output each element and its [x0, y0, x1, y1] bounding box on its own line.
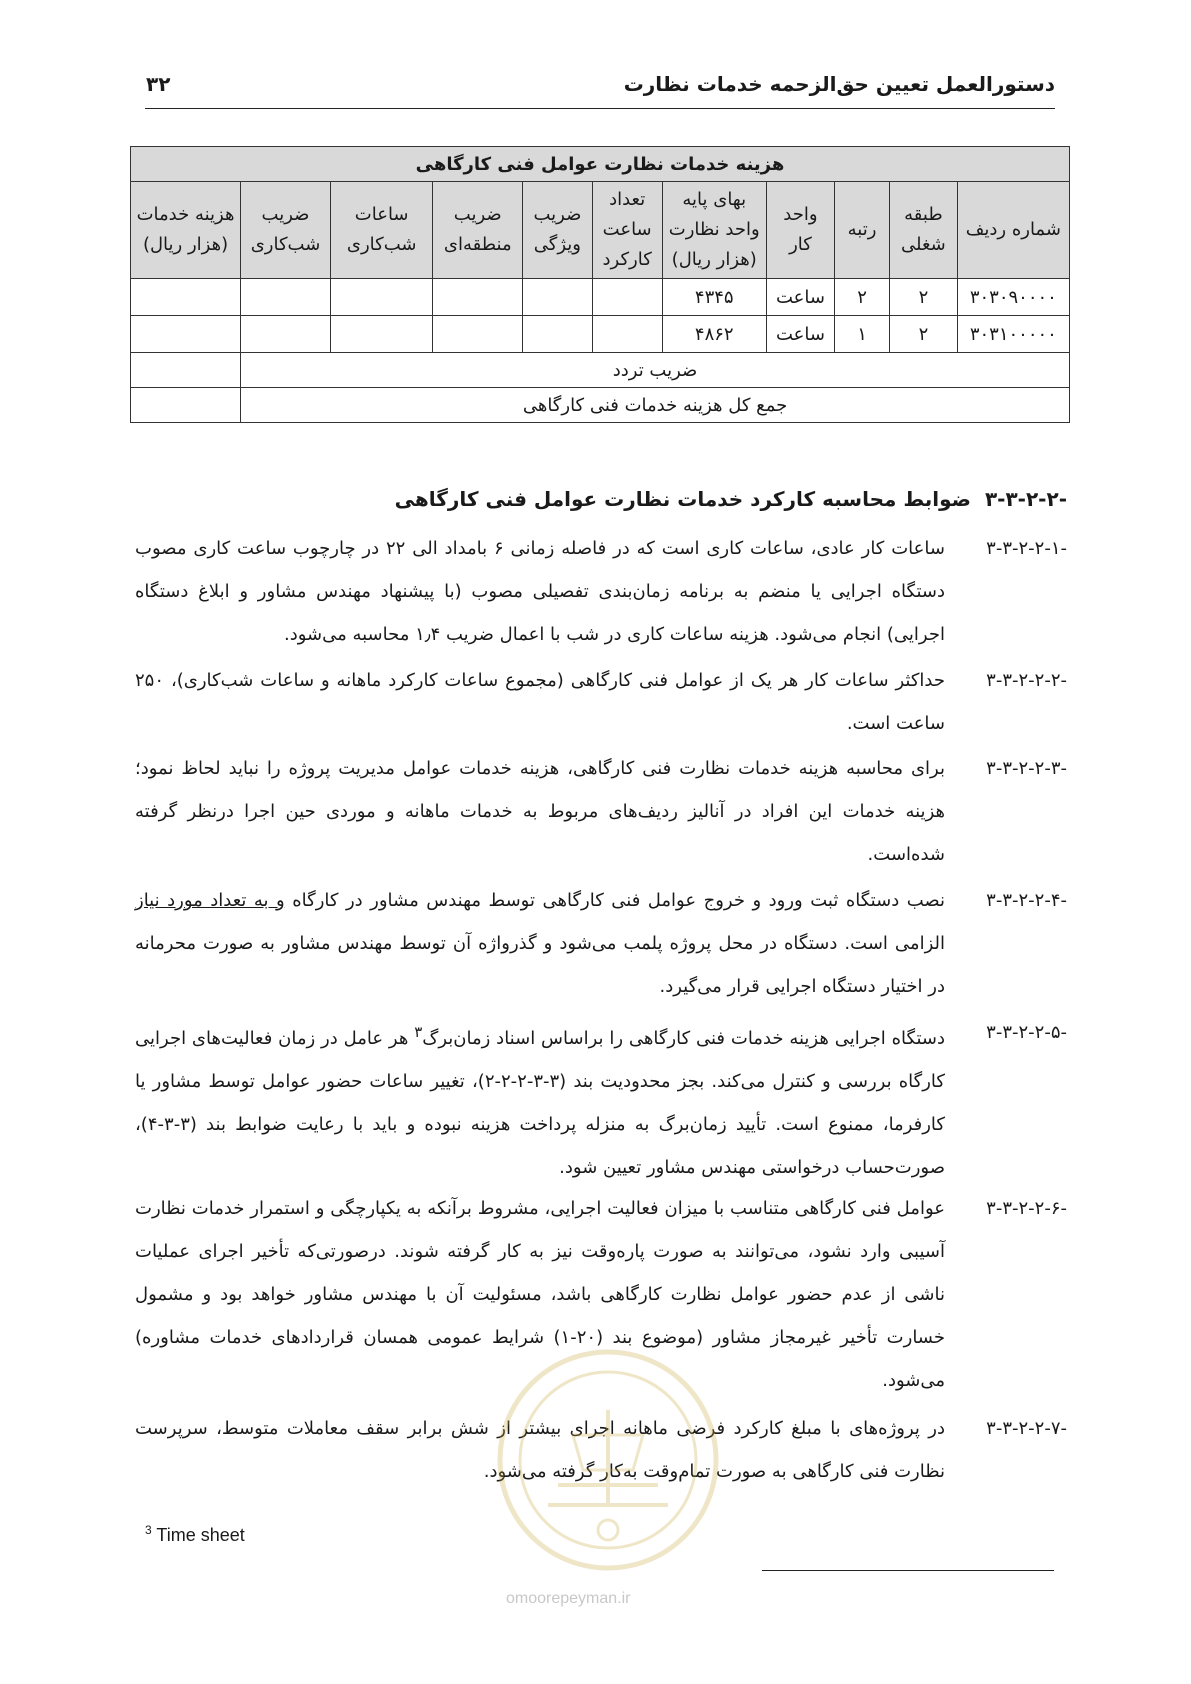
footnote-ref[interactable]: ۳ [414, 1023, 423, 1041]
list-item [135, 747, 1067, 879]
cell-service-cost [131, 316, 241, 353]
list-item [135, 1011, 1067, 1187]
list-item [135, 527, 1067, 659]
section-number: -۳-۳-۲-۲ [984, 487, 1067, 511]
section-heading [395, 487, 1067, 511]
item-number: -۳-۳-۲-۲-۲ [986, 670, 1067, 691]
table-row [131, 279, 1070, 316]
item-text: برای محاسبه هزینه خدمات نظارت فنی کارگاهی، هزینه خدمات عوامل مدیریت پروژه را نباید لحاظ نمود؛ هزینه خدمات این افراد در آنالیز ردیف‌های مربوط به خدمات ماهانه و موردی حین اجرا درنظر گرفته شده‌است. [135, 758, 945, 865]
list-item [135, 879, 1067, 1011]
running-header-title: دستورالعمل تعیین حق‌الزحمه خدمات نظارت [623, 72, 1055, 96]
col-header-regional-factor: ضریب منطقه‌ای [433, 182, 523, 279]
item-text: عوامل فنی کارگاهی متناسب با میزان فعالیت اجرایی، مشروط برآنکه به یکپارچگی و استمرار خدمات نظارت آسیبی وارد نشود، می‌توانند به صورت پاره‌وقت نیز به کار گرفته شوند. درصورتی‌که تأخیر اجرای عملیات ناشی از عدم حضور عوامل نظارت کارگاهی باشد، مسئولیت آن با مهندس مشاور خواهد بود و مشمول خسارت تأخیر غیرمجاز مشاور (موضوع بند (۲۰-۱) شرایط عمومی همسان قراردادهای خدمات مشاوره) می‌شود. [135, 1198, 945, 1391]
item-number: -۳-۳-۲-۲-۷ [986, 1418, 1067, 1439]
item-text [135, 1011, 945, 1189]
item-text-part: هر عامل در زمان فعالیت‌های اجرایی کارگاه بررسی و کنترل می‌کند. بجز محدودیت بند (۳-۳-۲-۲-۲)، تغییر ساعات حضور عوامل توسط مشاور یا کارفرما، ممنوع است. تأیید زمان‌برگ به منزله پرداخت هزینه نبوده و باید با رعایت ضوابط بند (۳-۳-۴)، صورت‌حساب درخواستی مهندس مشاور تعیین شود. [135, 1028, 945, 1178]
watermark-url: omoorepeyman.ir [506, 1590, 631, 1607]
list-item [135, 659, 1067, 747]
cell-job-class: ۲ [890, 279, 958, 316]
col-header-feature-factor: ضریب ویژگی [523, 182, 593, 279]
cell-base-price: ۴۸۶۲ [662, 316, 766, 353]
footnote [145, 1523, 245, 1546]
col-header-service-cost: هزینه خدمات (هزار ریال) [131, 182, 241, 279]
col-header-row-number: شماره ردیف [957, 182, 1069, 279]
total-cost-label: جمع کل هزینه خدمات فنی کارگاهی [241, 388, 1070, 423]
cell-feature-factor [523, 279, 593, 316]
cell-regional-factor [433, 316, 523, 353]
cell-work-unit: ساعت [766, 316, 834, 353]
item-text-part: الزامی است. دستگاه در محل پروژه پلمب می‌شود و گذرواژه آن توسط مهندس مشاور به صورت محرمانه در اختیار دستگاه اجرایی قرار می‌گیرد. [135, 933, 945, 997]
item-text: در پروژه‌های با مبلغ کارکرد فرضی ماهانه اجرای بیشتر از شش برابر سقف معاملات متوسط، سرپرست نظارت فنی کارگاهی به صورت تمام‌وقت به‌کار گرفته می‌شود. [135, 1418, 945, 1482]
col-header-base-price: بهای پایه واحد نظارت (هزار ریال) [662, 182, 766, 279]
footnote-text: Time sheet [156, 1525, 245, 1545]
cell-night-factor [241, 279, 331, 316]
cell-night-factor [241, 316, 331, 353]
total-row [131, 388, 1070, 423]
item-number: -۳-۳-۲-۲-۴ [986, 890, 1067, 911]
traffic-factor-value [131, 353, 241, 388]
cell-row-number: ۳۰۳۱۰۰۰۰۰ [957, 316, 1069, 353]
cell-feature-factor [523, 316, 593, 353]
cell-rank: ۱ [834, 316, 889, 353]
footnote-rule [762, 1570, 1054, 1571]
item-number: -۳-۳-۲-۲-۵ [986, 1022, 1067, 1043]
item-number: -۳-۳-۲-۲-۳ [986, 758, 1067, 779]
table-caption: هزینه خدمات نظارت عوامل فنی کارگاهی [131, 147, 1070, 182]
cell-night-hours [330, 279, 433, 316]
item-text [135, 879, 945, 1008]
cell-work-unit: ساعت [766, 279, 834, 316]
total-cost-value [131, 388, 241, 423]
cell-base-price: ۴۳۴۵ [662, 279, 766, 316]
supervision-cost-table [130, 146, 1070, 423]
cell-regional-factor [433, 279, 523, 316]
col-header-work-hours: تعداد ساعت کارکرد [592, 182, 662, 279]
header-rule [145, 108, 1055, 109]
item-text-part: دستگاه اجرایی هزینه خدمات فنی کارگاهی را براساس اسناد زمان‌برگ [422, 1028, 945, 1049]
page-number: ۳۲ [146, 72, 171, 96]
cell-work-hours [592, 316, 662, 353]
cell-job-class: ۲ [890, 316, 958, 353]
watermark-seal-icon [488, 1340, 728, 1580]
table-row [131, 316, 1070, 353]
cell-night-hours [330, 316, 433, 353]
underlined-phrase: و به تعداد مورد نیاز [135, 890, 285, 911]
cell-service-cost [131, 279, 241, 316]
col-header-rank: رتبه [834, 182, 889, 279]
cell-rank: ۲ [834, 279, 889, 316]
col-header-night-hours: ساعات شب‌کاری [330, 182, 433, 279]
cell-work-hours [592, 279, 662, 316]
col-header-job-class: طبقه شغلی [890, 182, 958, 279]
item-text: حداکثر ساعات کار هر یک از عوامل فنی کارگاهی (مجموع ساعات کارکرد ماهانه و ساعات شب‌کاری)، ۲۵۰ ساعت است. [135, 670, 945, 734]
item-text-part: نصب دستگاه ثبت ورود و خروج عوامل فنی کارگاهی توسط مهندس مشاور در کارگاه [284, 890, 945, 911]
col-header-night-factor: ضریب شب‌کاری [241, 182, 331, 279]
item-text: ساعات کار عادی، ساعات کاری است که در فاصله زمانی ۶ بامداد الی ۲۲ در چارچوب ساعت کاری مصوب دستگاه اجرایی یا منضم به برنامه زمان‌بندی تفصیلی مصوب (با پیشنهاد مهندس مشاور و ابلاغ دستگاه اجرایی) انجام می‌شود. هزینه ساعات کاری در شب با اعمال ضریب ۱٫۴ محاسبه می‌شود. [135, 538, 945, 645]
item-number: -۳-۳-۲-۲-۶ [986, 1198, 1067, 1219]
factor-row [131, 353, 1070, 388]
section-title: ضوابط محاسبه کارکرد خدمات نظارت عوامل فنی کارگاهی [394, 487, 972, 511]
footnote-number: 3 [145, 1523, 152, 1537]
item-number: -۳-۳-۲-۲-۱ [986, 538, 1067, 559]
traffic-factor-label: ضریب تردد [241, 353, 1070, 388]
cell-row-number: ۳۰۳۰۹۰۰۰۰ [957, 279, 1069, 316]
col-header-work-unit: واحد کار [766, 182, 834, 279]
